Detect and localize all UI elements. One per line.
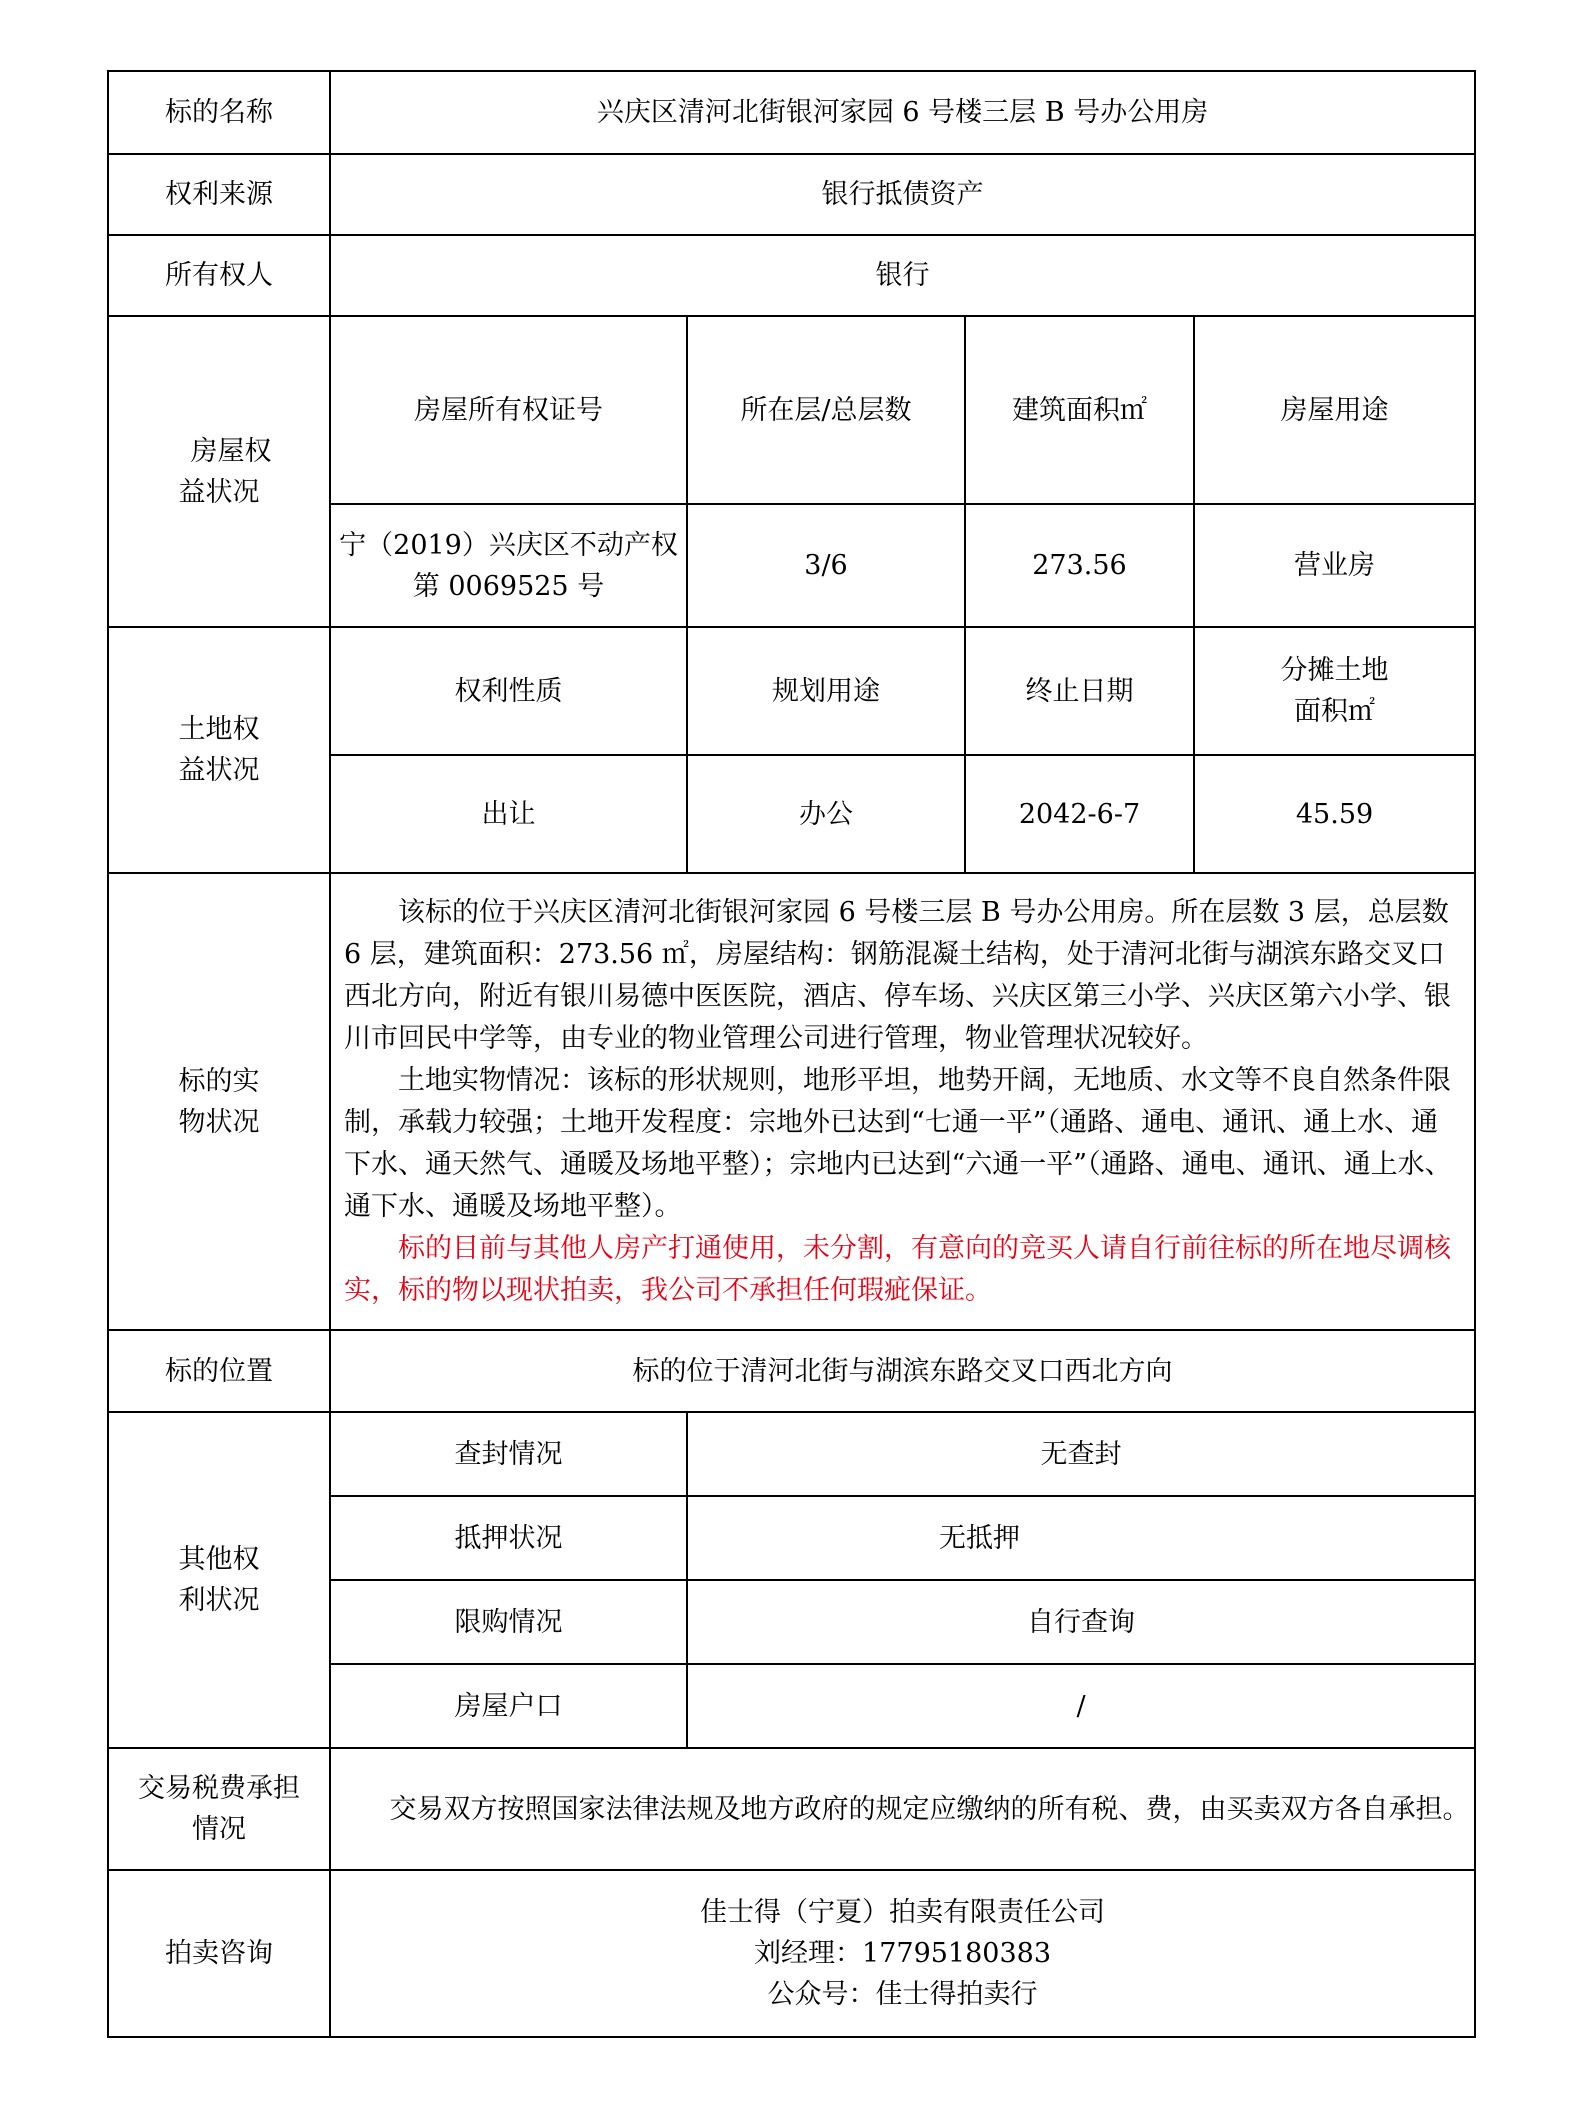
value-rights-source: 银行抵债资产: [330, 154, 1475, 235]
label-physical-line1: 标的实: [178, 1065, 260, 1097]
row-consult: [108, 1870, 1475, 2037]
header-floor: 所在层/总层数: [687, 316, 965, 504]
header-right-nature: 权利性质: [330, 627, 687, 755]
value-owner: 银行: [330, 235, 1475, 316]
row-rights-source: [108, 154, 1475, 235]
value-building-area: 273.56: [965, 504, 1194, 627]
header-building-area: 建筑面积㎡: [965, 316, 1194, 504]
row-house-rights-header: [108, 316, 1475, 504]
label-land-rights-line2: 益状况: [178, 755, 260, 786]
header-shared-land-area: [1194, 627, 1475, 755]
header-planned-use: 规划用途: [687, 627, 965, 755]
label-tax-line1: 交易税费承担: [138, 1773, 300, 1804]
row-owner: [108, 235, 1475, 316]
label-subject-name: 标的名称: [108, 71, 330, 154]
row-location: [108, 1330, 1475, 1412]
cert-number-line1: 宁（2019）兴庆区不动产权: [339, 529, 678, 561]
header-house-usage: 房屋用途: [1194, 316, 1475, 504]
label-seal-status: 查封情况: [330, 1412, 687, 1496]
row-land-rights-header: [108, 627, 1475, 755]
cert-number-line2: 第 0069525 号: [412, 570, 605, 602]
label-other-rights-line2: 利状况: [178, 1585, 260, 1616]
value-planned-use: 办公: [687, 755, 965, 873]
label-land-rights: [108, 627, 330, 873]
label-land-rights-line1: 土地权: [178, 714, 260, 745]
label-owner: 所有权人: [108, 235, 330, 316]
label-rights-source: 权利来源: [108, 154, 330, 235]
value-tax: 交易双方按照国家法律法规及地方政府的规定应缴纳的所有税、费，由买卖双方各自承担。: [330, 1748, 1475, 1870]
physical-para-land: 土地实物情况：该标的形状规则，地形平坦，地势开阔，无地质、水文等不良自然条件限制，承载力较强；土地开发程度：宗地外已达到“七通一平”（通路、通电、通讯、通上水、通下水、通天然气、通暖及场地平整）；宗地内已达到“六通一平”（通路、通电、通讯、通上水、通下水、通暖及场地平整）。: [344, 1064, 1452, 1222]
value-floor: 3/6: [687, 504, 965, 627]
consult-contact: 刘经理：17795180383: [754, 1938, 1051, 1969]
header-end-date: 终止日期: [965, 627, 1194, 755]
label-physical-condition: [108, 873, 330, 1330]
header-cert-number: 房屋所有权证号: [330, 316, 687, 504]
value-consult: [330, 1870, 1475, 2037]
label-house-rights-line2: 益状况: [178, 476, 260, 508]
row-physical-condition: [108, 873, 1475, 1330]
header-shared-land-area-line1: 分摊土地: [1280, 655, 1389, 686]
row-tax: [108, 1748, 1475, 1870]
label-household-registration: 房屋户口: [330, 1664, 687, 1748]
physical-para-building: 该标的位于兴庆区清河北街银河家园 6 号楼三层 B 号办公用房。所在层数 3 层，总层数 6 层，建筑面积：273.56 ㎡，房屋结构：钢筋混凝土结构，处于清河北街与湖滨东路交叉口西北方向，附近有银川易德中医医院，酒店、停车场、兴庆区第三小学、兴庆区第六小学、银川市回民中学等，由专业的物业管理公司进行管理，物业管理状况较好。: [344, 896, 1451, 1054]
label-mortgage-status: 抵押状况: [330, 1496, 687, 1580]
value-shared-land-area: 45.59: [1194, 755, 1475, 873]
physical-para-warning: 标的目前与其他人房产打通使用，未分割，有意向的竞买人请自行前往标的所在地尽调核实，标的物以现状拍卖，我公司不承担任何瑕疵保证。: [344, 1232, 1451, 1306]
label-tax-line2: 情况: [192, 1814, 246, 1845]
label-location: 标的位置: [108, 1330, 330, 1412]
label-physical-line2: 物状况: [178, 1106, 260, 1138]
value-location: 标的位于清河北街与湖滨东路交叉口西北方向: [330, 1330, 1475, 1412]
auction-info-table: [107, 70, 1476, 2038]
label-house-rights: [108, 316, 330, 627]
row-subject-name: [108, 71, 1475, 154]
label-purchase-limit: 限购情况: [330, 1580, 687, 1664]
value-right-nature: 出让: [330, 755, 687, 873]
label-other-rights-line1: 其他权: [178, 1544, 260, 1575]
consult-company: 佳士得（宁夏）拍卖有限责任公司: [700, 1897, 1106, 1928]
value-purchase-limit: 自行查询: [687, 1580, 1475, 1664]
label-consult: 拍卖咨询: [108, 1870, 330, 2037]
value-subject-name: 兴庆区清河北街银河家园 6 号楼三层 B 号办公用房: [330, 71, 1475, 154]
value-seal-status: 无查封: [687, 1412, 1475, 1496]
label-tax: [108, 1748, 330, 1870]
value-cert-number: [330, 504, 687, 627]
value-mortgage-status: 无抵押: [687, 1496, 1475, 1580]
value-house-usage: 营业房: [1194, 504, 1475, 627]
value-physical-condition: [330, 873, 1475, 1330]
label-other-rights: [108, 1412, 330, 1748]
header-shared-land-area-line2: 面积㎡: [1294, 696, 1376, 727]
consult-wechat: 公众号：佳士得拍卖行: [767, 1979, 1038, 2010]
row-other-rights-seal: [108, 1412, 1475, 1496]
value-end-date: 2042-6-7: [965, 755, 1194, 873]
value-household-registration: /: [687, 1664, 1475, 1748]
label-house-rights-line1: 房屋权: [190, 435, 272, 467]
